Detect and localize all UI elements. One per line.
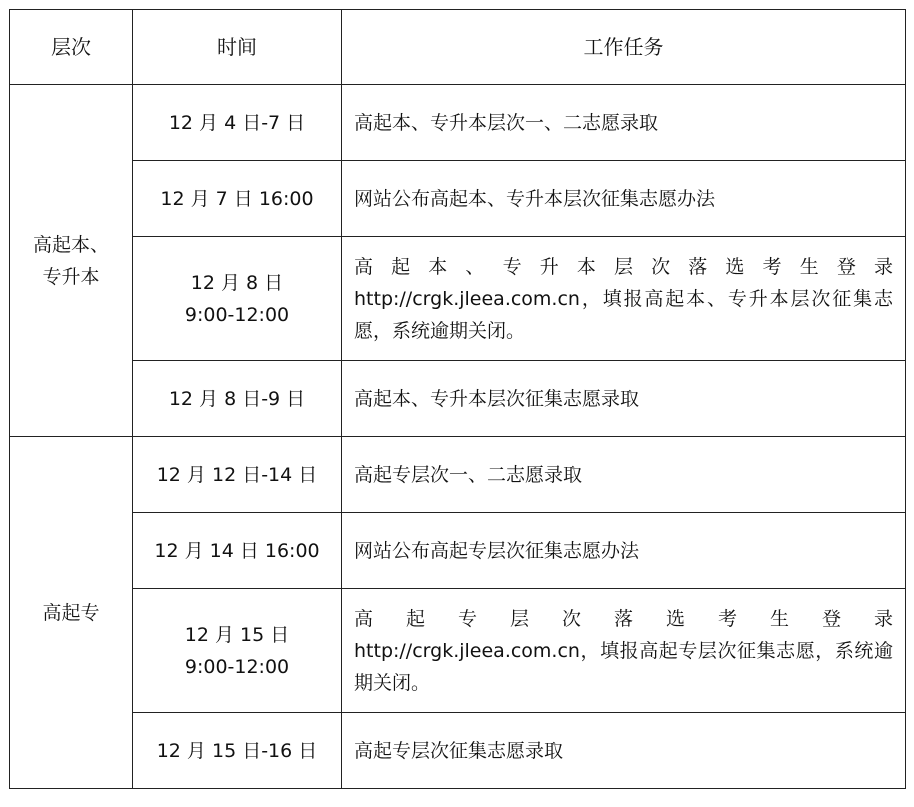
level-cell [10,85,133,437]
time-date: 12 月 8 日 [190,271,284,294]
level-label: 高起专 [42,601,100,624]
task-text-line: 高起专层次落选考生登录 [354,607,893,630]
task-text-rest: http://crgk.jleea.com.cn，填报高起本、专升本层次征集志愿，系统逾期关闭。 [354,287,893,342]
task-text-rest: http://crgk.jleea.com.cn，填报高起专层次征集志愿，系统逾期关闭。 [354,639,893,694]
time-range: 9:00-12:00 [184,655,290,678]
time-range: 9:00-12:00 [184,303,290,326]
task-cell [342,589,906,713]
table-row [10,437,906,513]
time-cell: 12 月 7 日 16:00 [133,161,342,237]
table-row [10,161,906,237]
task-cell: 高起专层次征集志愿录取 [342,713,906,789]
task-cell: 高起本、专升本层次一、二志愿录取 [342,85,906,161]
time-date: 12 月 15 日 [184,623,290,646]
time-cell: 12 月 4 日-7 日 [133,85,342,161]
time-cell [133,589,342,713]
table-row [10,513,906,589]
header-row [10,10,906,85]
task-text-line: 高起本、专升本层次落选考生登录 [354,255,893,278]
table-row [10,589,906,713]
task-cell [342,237,906,361]
schedule-table [9,9,906,789]
task-cell: 高起专层次一、二志愿录取 [342,437,906,513]
header-time: 时间 [133,10,342,85]
task-cell: 网站公布高起本、专升本层次征集志愿办法 [342,161,906,237]
time-cell [133,237,342,361]
table-row [10,237,906,361]
level-cell [10,437,133,789]
table-row [10,85,906,161]
header-level: 层次 [10,10,133,85]
time-cell: 12 月 12 日-14 日 [133,437,342,513]
table-row [10,713,906,789]
level-label: 高起本、 [32,233,109,256]
time-cell: 12 月 15 日-16 日 [133,713,342,789]
table-row [10,361,906,437]
time-cell: 12 月 14 日 16:00 [133,513,342,589]
time-cell: 12 月 8 日-9 日 [133,361,342,437]
header-task: 工作任务 [342,10,906,85]
task-cell: 网站公布高起专层次征集志愿办法 [342,513,906,589]
task-cell: 高起本、专升本层次征集志愿录取 [342,361,906,437]
level-label: 专升本 [42,265,100,288]
